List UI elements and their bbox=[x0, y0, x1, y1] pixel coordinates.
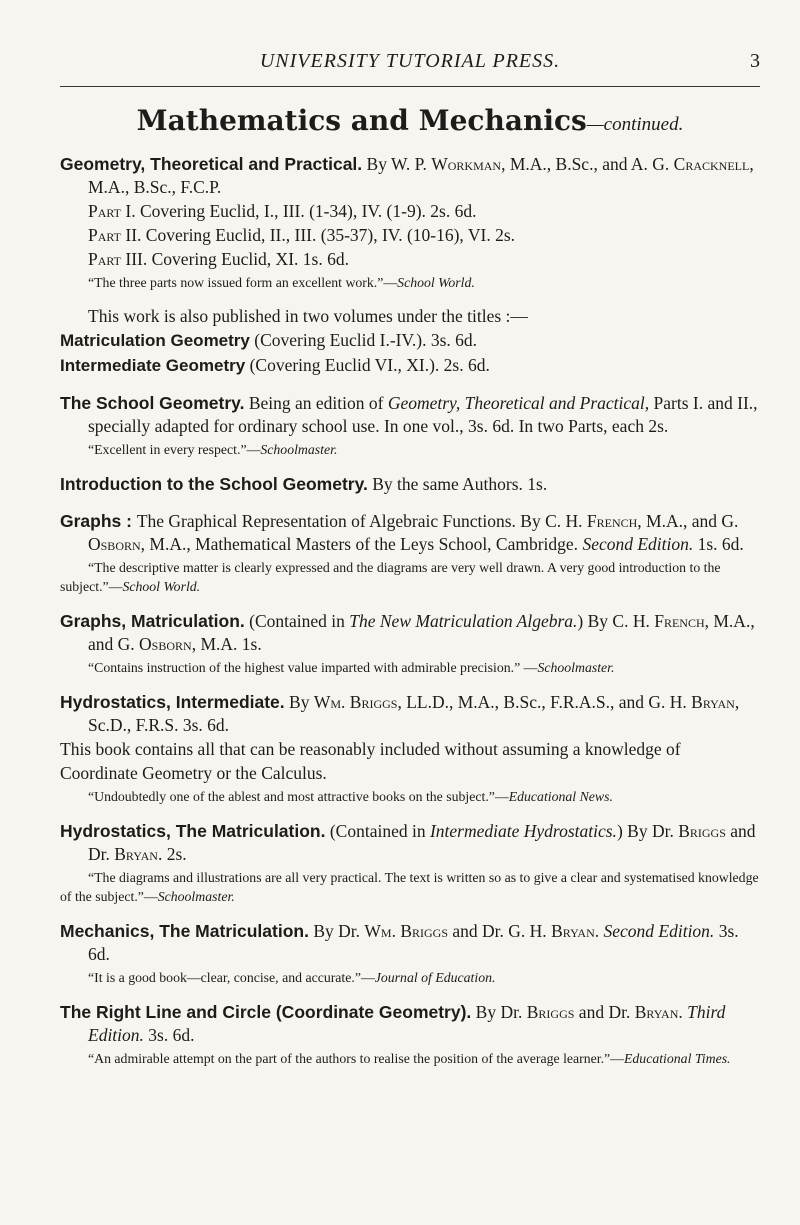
entry-subtitle: The Graphical Representation of Algebraic Functions. bbox=[136, 511, 516, 531]
review-quote bbox=[60, 440, 760, 459]
part-text: Covering Euclid, I., III. (1-34), IV. (1-9). 2s. 6d. bbox=[135, 201, 477, 221]
quote-source: Schoolmaster. bbox=[260, 442, 338, 457]
entry-text: Parts I. and II., specially adapted for ordinary school use. In one vol., 3s. 6d. In two Parts, each 2s. bbox=[88, 393, 758, 436]
entry-title: Introduction to the School Geometry. bbox=[60, 474, 368, 494]
entry-heading bbox=[60, 1001, 760, 1047]
quote-source: School World. bbox=[122, 579, 201, 594]
review-quote bbox=[60, 968, 760, 987]
entry-text: (Contained in bbox=[244, 611, 350, 631]
entry-title: Geometry, Theoretical and Practical. bbox=[60, 154, 363, 174]
entry-title: Hydrostatics, The Matriculation. bbox=[60, 821, 326, 841]
part-label: Part I. bbox=[88, 201, 136, 221]
part-line bbox=[88, 247, 760, 271]
entry-italic: The New Matriculation Algebra. bbox=[349, 611, 578, 631]
quote-text: “Excellent in every respect.”— bbox=[88, 442, 261, 457]
entry-text: and Dr. G. H. bbox=[448, 921, 552, 941]
entry-heading bbox=[60, 691, 760, 737]
price: 3s. 6d. bbox=[143, 1025, 195, 1045]
author-name: Bryan bbox=[691, 692, 735, 712]
entry-school-geometry bbox=[60, 392, 760, 459]
author-name: Wm. Briggs bbox=[313, 692, 398, 712]
edition-label: Second Edition. bbox=[603, 921, 715, 941]
part-line bbox=[88, 223, 760, 247]
quote-source: Educational Times. bbox=[623, 1051, 731, 1066]
part-text: Covering Euclid, II., III. (35-37), IV. (10-16), VI. 2s. bbox=[141, 225, 516, 245]
entry-text: , M.A., Mathematical Masters of the Leys School, Cambridge. bbox=[140, 534, 583, 554]
page bbox=[60, 46, 760, 1068]
entry-text: , M.A., and G. bbox=[88, 611, 755, 654]
quote-text: “The three parts now issued form an excellent work.”— bbox=[88, 275, 398, 290]
quote-source: School World. bbox=[397, 275, 475, 290]
quote-text: “The diagrams and illustrations are all very practical. The text is written so as to give a clear and systematised knowledge of the subject.”— bbox=[60, 870, 759, 904]
running-head bbox=[60, 46, 760, 87]
author-name: French bbox=[586, 511, 638, 531]
running-title: UNIVERSITY TUTORIAL PRESS. bbox=[259, 50, 561, 72]
part-line bbox=[88, 199, 760, 223]
quote-source: Journal of Education. bbox=[374, 970, 496, 985]
part-text: Covering Euclid, XI. 1s. 6d. bbox=[147, 249, 349, 269]
author-name: Bryan bbox=[551, 921, 595, 941]
quote-text: “The descriptive matter is clearly expressed and the diagrams are very well drawn. A very good introduction to the subject.”— bbox=[60, 560, 721, 594]
entry-geometry bbox=[60, 153, 760, 378]
edition-label: Third Edition. bbox=[88, 1002, 726, 1045]
entry-title: The Right Line and Circle (Coordinate Geometry). bbox=[60, 1002, 472, 1022]
sub-volume-line bbox=[60, 353, 760, 378]
body-text: This book contains all that can be reasonably included without assuming a knowledge of Coordinate Geometry or the Calculus. bbox=[60, 739, 681, 783]
body-text: This work is also published in two volumes under the titles :— bbox=[88, 306, 528, 326]
author-name: Briggs bbox=[678, 821, 726, 841]
entry-text: Being an edition of bbox=[244, 393, 388, 413]
quote-source: Schoolmaster. bbox=[157, 889, 235, 904]
edition-label: Second Edition. bbox=[582, 534, 694, 554]
quote-text: “Undoubtedly one of the ablest and most attractive books on the subject.”— bbox=[88, 789, 509, 804]
author-qualifications: , M.A., B.Sc., F.C.P. bbox=[88, 154, 754, 197]
review-quote bbox=[60, 658, 760, 677]
part-label: Part II. bbox=[88, 225, 142, 245]
entry-heading bbox=[60, 610, 760, 656]
review-quote bbox=[60, 1049, 760, 1068]
entry-hydrostatics-matriculation bbox=[60, 820, 760, 906]
entry-text: By bbox=[284, 692, 314, 712]
entry-byline: By W. P. bbox=[362, 154, 432, 174]
sub-volume-text: (Covering Euclid I.-IV.). 3s. 6d. bbox=[249, 330, 478, 350]
author-name: Bryan bbox=[634, 1002, 679, 1022]
entry-heading bbox=[60, 392, 760, 438]
review-quote bbox=[60, 787, 760, 806]
sub-volume-line bbox=[60, 328, 760, 353]
entry-italic: Intermediate Hydrostatics. bbox=[429, 821, 617, 841]
entry-text: . 2s. bbox=[157, 844, 187, 864]
entry-text: ) By C. H. bbox=[577, 611, 655, 631]
review-quote bbox=[60, 273, 760, 292]
entry-heading bbox=[60, 153, 760, 199]
entry-mechanics bbox=[60, 920, 760, 987]
entry-text: and Dr. bbox=[574, 1002, 635, 1022]
section-heading-continued: —continued. bbox=[586, 114, 684, 135]
entry-title: Mechanics, The Matriculation. bbox=[60, 921, 309, 941]
entry-title: Graphs, Matriculation. bbox=[60, 611, 245, 631]
entry-text: , Sc.D., F.R.S. 3s. 6d. bbox=[88, 692, 740, 735]
entry-title: Graphs : bbox=[60, 511, 137, 531]
entry-text: By Dr. bbox=[471, 1002, 527, 1022]
entry-text: By C. H. bbox=[515, 511, 587, 531]
entry-text: , LL.D., M.A., B.Sc., F.R.A.S., and G. H. bbox=[397, 692, 692, 712]
entry-italic: Geometry, Theoretical and Practical, bbox=[387, 393, 650, 413]
quote-text: “An admirable attempt on the part of the authors to realise the position of the average learner.”— bbox=[88, 1051, 624, 1066]
sub-volume-title: Matriculation Geometry bbox=[60, 331, 250, 350]
review-quote bbox=[60, 558, 760, 596]
section-heading bbox=[60, 105, 760, 141]
entry-heading bbox=[60, 920, 760, 966]
entry-text: ) By Dr. bbox=[616, 821, 679, 841]
entry-text: . bbox=[678, 1002, 688, 1022]
entry-text: By the same Authors. 1s. bbox=[367, 474, 548, 494]
author-name: Briggs bbox=[526, 1002, 575, 1022]
entry-text: By Dr. bbox=[308, 921, 365, 941]
entry-graphs bbox=[60, 510, 760, 596]
review-quote bbox=[60, 868, 760, 906]
entry-heading bbox=[60, 510, 760, 556]
quote-source: Schoolmaster. bbox=[537, 660, 615, 675]
entry-right-line-circle bbox=[60, 1001, 760, 1068]
author-name: Bryan bbox=[114, 844, 158, 864]
quote-text: “Contains instruction of the highest value imparted with admirable precision.” — bbox=[88, 660, 538, 675]
entry-text: , M.A., and G. bbox=[637, 511, 739, 531]
part-label: Part III. bbox=[88, 249, 148, 269]
entry-title: Hydrostatics, Intermediate. bbox=[60, 692, 285, 712]
quote-source: Educational News. bbox=[508, 789, 613, 804]
sub-volume-title: Intermediate Geometry bbox=[60, 356, 246, 375]
author-name: Osborn bbox=[139, 634, 192, 654]
author-name: Workman bbox=[431, 154, 502, 174]
entry-byline: B.Sc., and A. G. bbox=[555, 154, 674, 174]
sub-volume-text: (Covering Euclid VI., XI.). 2s. 6d. bbox=[245, 355, 490, 375]
author-name: Wm. Briggs bbox=[364, 921, 449, 941]
section-heading-title: Mathematics and Mechanics bbox=[136, 104, 587, 137]
entry-graphs-matriculation bbox=[60, 610, 760, 677]
entry-introduction bbox=[60, 473, 760, 496]
entry-text: . bbox=[594, 921, 604, 941]
quote-text: “It is a good book—clear, concise, and accurate.”— bbox=[88, 970, 375, 985]
price: 3s. 6d. bbox=[88, 921, 739, 964]
author-name: Osborn bbox=[88, 534, 141, 554]
author-name: Cracknell bbox=[673, 154, 750, 174]
entry-heading bbox=[60, 473, 760, 496]
entry-text: and Dr. bbox=[88, 821, 756, 864]
author-qualifications: , M.A., bbox=[501, 154, 552, 174]
entry-text: , M.A. 1s. bbox=[191, 634, 262, 654]
author-name: French bbox=[654, 611, 705, 631]
price: 1s. 6d. bbox=[693, 534, 744, 554]
entry-title: The School Geometry. bbox=[60, 393, 245, 413]
page-number: 3 bbox=[750, 50, 760, 72]
entry-hydrostatics-intermediate bbox=[60, 691, 760, 806]
entry-text: (Contained in bbox=[325, 821, 430, 841]
entry-heading bbox=[60, 820, 760, 866]
